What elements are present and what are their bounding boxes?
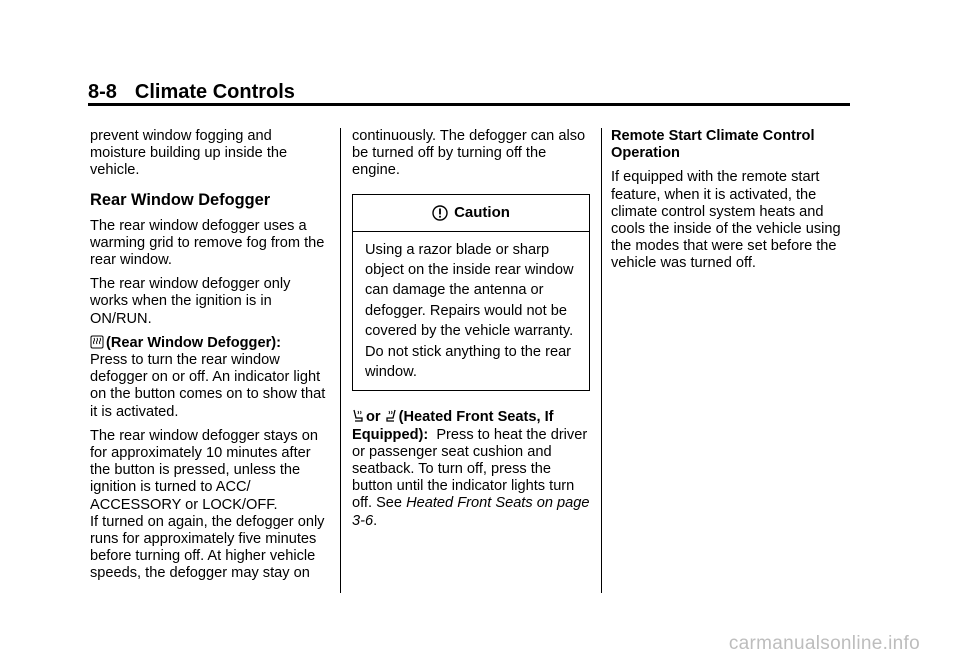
column-3 [611, 128, 851, 280]
column-divider-2 [601, 128, 602, 593]
seats-end: . [373, 512, 378, 529]
defogger-paragraph-1: The rear window defogger uses a warming grid to remove fog from the rear window. [90, 217, 325, 269]
defogger-paragraph-2: The rear window defogger only works when the ignition is in ON/RUN. [90, 276, 291, 327]
defogger-paragraph-4a: The rear window defogger stays on for approximately 10 minutes after the button is pressed, unless the ignition is turned to ACC/ ACCESSORY or LOCK/OFF. [90, 427, 318, 513]
seats-label: (Heated Front Seats, If Equipped): [352, 409, 554, 443]
caution-title: Caution [454, 204, 510, 221]
watermark [0, 633, 960, 655]
rear-defogger-icon [90, 335, 104, 349]
page-header [88, 80, 295, 104]
rear-defogger-heading: Rear Window Defogger [90, 190, 271, 209]
seats-text: Press to heat the driver or passenger seat cushion and seatback. To turn off, press the button until the indicator lights turn off. See [352, 426, 588, 512]
page-number: 8-8 [88, 81, 117, 103]
column-2 [352, 128, 592, 537]
defogger-paragraph-4b: If turned on again, the defogger only runs for approximately five minutes before turning off. At higher vehicle speeds, the defogger may stay on [90, 513, 325, 582]
heated-seat-driver-icon [352, 409, 364, 423]
continued-paragraph: continuously. The defogger can also be turned off by turning off the engine. [352, 128, 586, 179]
seats-or: or [366, 409, 381, 426]
seats-reference: Heated Front Seats on page 3-6 [352, 495, 590, 529]
section-title: Climate Controls [134, 81, 295, 103]
heated-seats-paragraph [352, 409, 592, 529]
column-divider-1 [340, 128, 341, 593]
caution-box [352, 194, 590, 392]
watermark-text: carmanualsonline.info [728, 633, 920, 654]
column-1 [90, 128, 330, 590]
defogger-button-paragraph [90, 335, 330, 421]
remote-start-paragraph: If equipped with the remote start feature, when it is activated, the climate control system heats and cools the inside of the vehicle using the modes that were set before the vehicle was turned off. [611, 169, 841, 272]
defogger-button-label: (Rear Window Defogger): [106, 334, 281, 351]
remote-start-heading: Remote Start Climate Control Operation [611, 128, 815, 162]
defogger-button-text: Press to turn the rear window defogger on or off. An indicator light on the button comes on to show that it is activated. [90, 352, 326, 420]
caution-text: Using a razor blade or sharp object on the inside rear window can damage the antenna or defogger. Repairs would not be covered by the vehicle warranty. Do not stick anything to the rear window. [365, 241, 574, 381]
caution-icon [432, 205, 448, 221]
heated-seat-passenger-icon [385, 409, 397, 423]
header-rule [88, 103, 850, 106]
caution-header [353, 195, 589, 232]
intro-paragraph: prevent window fogging and moisture building up inside the vehicle. [90, 128, 288, 179]
